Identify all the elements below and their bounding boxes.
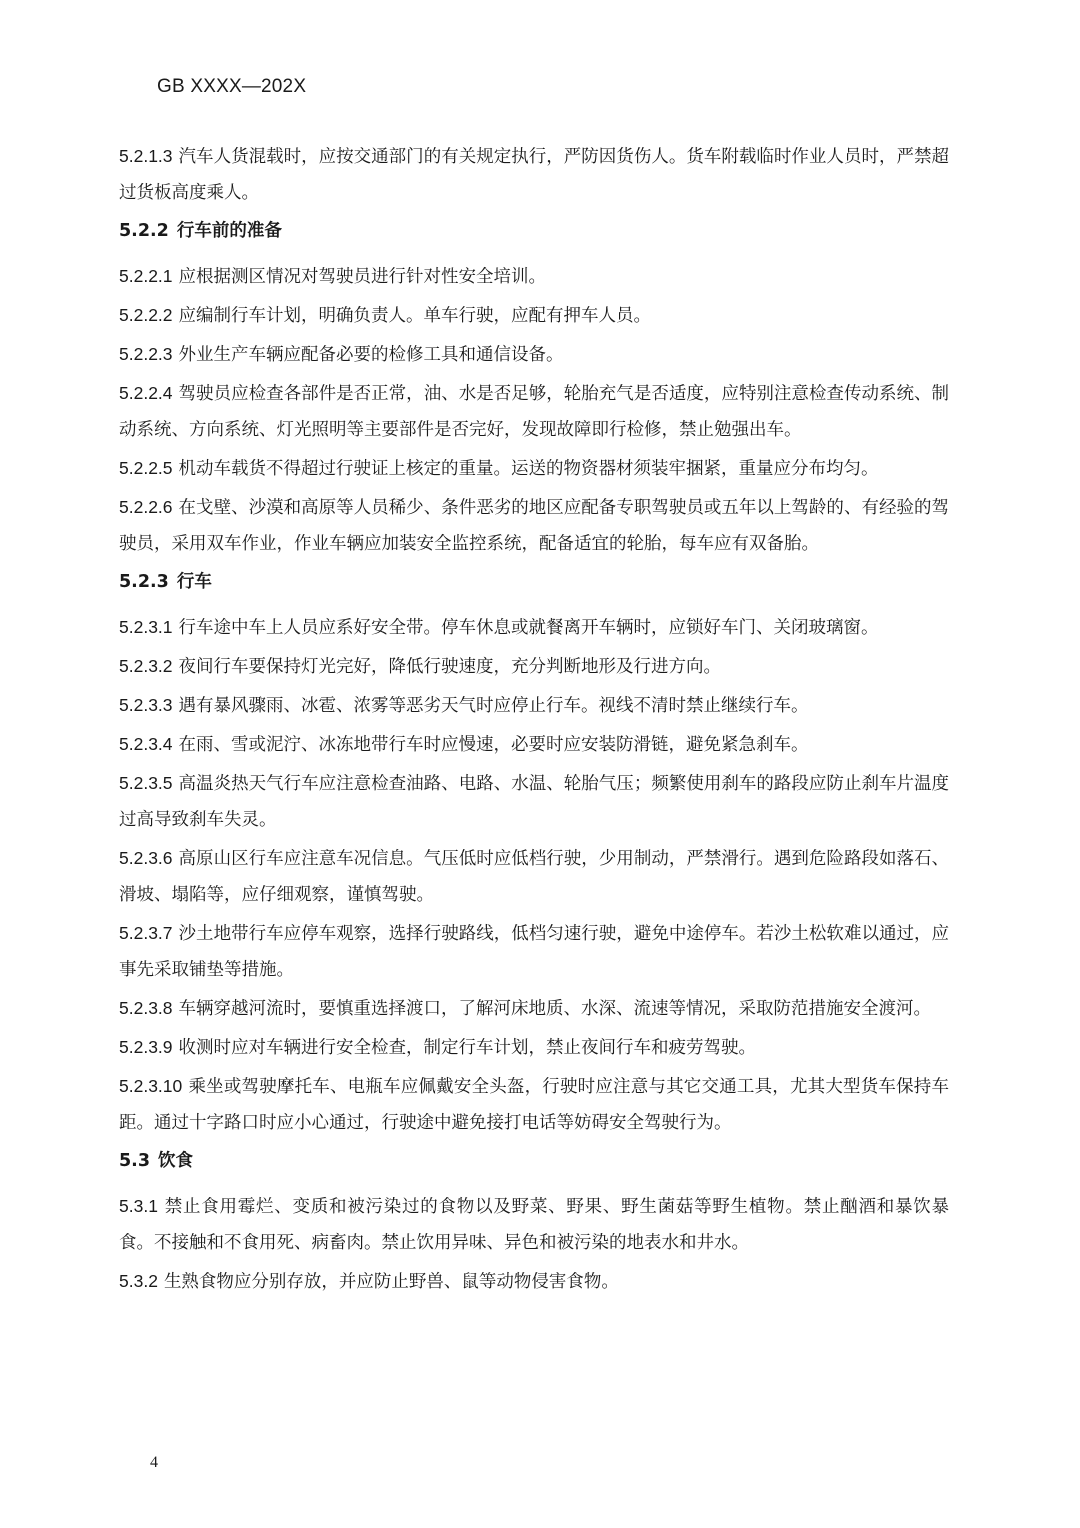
clause-5-2-3-1 xyxy=(119,609,949,646)
clause-text: 驾驶员应检查各部件是否正常，油、水是否足够，轮胎充气是否适度，应特别注意检查传动系统、制动系统、方向系统、灯光照明等主要部件是否完好，发现故障即行检修，禁止勉强出车。 xyxy=(119,384,949,440)
clause-number: 5.3.2 xyxy=(119,1271,158,1291)
clause-text: 沙土地带行车应停车观察，选择行驶路线，低档匀速行驶，避免中途停车。若沙土松软难以通过，应事先采取铺垫等措施。 xyxy=(119,924,949,980)
clause-number: 5.2.2.3 xyxy=(119,344,173,364)
page-header: GB XXXX—202X xyxy=(157,76,307,97)
clause-number: 5.2.2.2 xyxy=(119,305,173,325)
clause-number: 5.2.1.3 xyxy=(119,146,173,166)
clause-5-2-3-6 xyxy=(119,840,949,913)
page-number: 4 xyxy=(150,1454,158,1471)
section-title: 饮食 xyxy=(158,1151,194,1171)
clause-5-2-3-8 xyxy=(119,990,949,1027)
clause-5-2-2-1 xyxy=(119,258,949,295)
clause-number: 5.2.3.3 xyxy=(119,695,173,715)
clause-5-2-2-3 xyxy=(119,336,949,373)
clause-5-2-3-10 xyxy=(119,1068,949,1141)
clause-number: 5.2.2.4 xyxy=(119,383,173,403)
clause-number: 5.2.3.9 xyxy=(119,1037,173,1057)
section-heading-5-3 xyxy=(119,1143,949,1179)
clause-5-2-3-4 xyxy=(119,726,949,763)
clause-5-2-2-4 xyxy=(119,375,949,448)
clause-5-2-3-7 xyxy=(119,915,949,988)
clause-number: 5.3.1 xyxy=(119,1196,158,1216)
clause-text: 生熟食物应分别存放，并应防止野兽、鼠等动物侵害食物。 xyxy=(163,1272,619,1292)
clause-text: 行车途中车上人员应系好安全带。停车休息或就餐离开车辆时，应锁好车门、关闭玻璃窗。 xyxy=(178,618,879,638)
clause-text: 应根据测区情况对驾驶员进行针对性安全培训。 xyxy=(178,267,547,287)
clause-5-2-1-3 xyxy=(119,138,949,211)
clause-number: 5.2.3.6 xyxy=(119,848,173,868)
clause-text: 高温炎热天气行车应注意检查油路、电路、水温、轮胎气压；频繁使用刹车的路段应防止刹车片温度过高导致刹车失灵。 xyxy=(119,774,949,830)
clause-number: 5.2.3.5 xyxy=(119,773,173,793)
clause-5-3-1 xyxy=(119,1188,949,1261)
clause-5-2-3-9 xyxy=(119,1029,949,1066)
section-title: 行车前的准备 xyxy=(176,221,282,241)
clause-5-3-2 xyxy=(119,1263,949,1300)
clause-number: 5.2.3.8 xyxy=(119,998,173,1018)
clause-5-2-3-2 xyxy=(119,648,949,685)
clause-text: 汽车人货混载时，应按交通部门的有关规定执行，严防因货伤人。货车附载临时作业人员时，严禁超过货板高度乘人。 xyxy=(119,147,949,203)
clause-number: 5.2.3.1 xyxy=(119,617,173,637)
clause-text: 夜间行车要保持灯光完好，降低行驶速度，充分判断地形及行进方向。 xyxy=(178,657,722,677)
clause-text: 车辆穿越河流时，要慎重选择渡口，了解河床地质、水深、流速等情况，采取防范措施安全渡河。 xyxy=(178,999,932,1019)
clause-text: 在戈壁、沙漠和高原等人员稀少、条件恶劣的地区应配备专职驾驶员或五年以上驾龄的、有经验的驾驶员，采用双车作业，作业车辆应加装安全监控系统，配备适宜的轮胎，每车应有双备胎。 xyxy=(119,498,949,554)
section-number: 5.3 xyxy=(119,1151,151,1171)
clause-text: 外业生产车辆应配备必要的检修工具和通信设备。 xyxy=(178,345,564,365)
document-body xyxy=(119,138,949,1302)
clause-5-2-2-5 xyxy=(119,450,949,487)
clause-number: 5.2.2.1 xyxy=(119,266,173,286)
clause-text: 收测时应对车辆进行安全检查，制定行车计划，禁止夜间行车和疲劳驾驶。 xyxy=(178,1038,757,1058)
clause-text: 应编制行车计划，明确负责人。单车行驶，应配有押车人员。 xyxy=(178,306,652,326)
clause-number: 5.2.3.2 xyxy=(119,656,173,676)
clause-text: 在雨、雪或泥泞、冰冻地带行车时应慢速，必要时应安装防滑链，避免紧急刹车。 xyxy=(178,735,809,755)
clause-5-2-3-3 xyxy=(119,687,949,724)
clause-5-2-2-6 xyxy=(119,489,949,562)
section-number: 5.2.2 xyxy=(119,221,169,241)
clause-number: 5.2.2.6 xyxy=(119,497,173,517)
section-number: 5.2.3 xyxy=(119,572,169,592)
clause-text: 乘坐或驾驶摩托车、电瓶车应佩戴安全头盔，行驶时应注意与其它交通工具，尤其大型货车保持车距。通过十字路口时应小心通过，行驶途中避免接打电话等妨碍安全驾驶行为。 xyxy=(119,1077,949,1133)
clause-number: 5.2.2.5 xyxy=(119,458,173,478)
clause-text: 高原山区行车应注意车况信息。气压低时应低档行驶，少用制动，严禁滑行。遇到危险路段如落石、滑坡、塌陷等，应仔细观察，谨慎驾驶。 xyxy=(119,849,949,905)
section-heading-5-2-3 xyxy=(119,564,949,600)
clause-text: 机动车载货不得超过行驶证上核定的重量。运送的物资器材须装牢捆紧，重量应分布均匀。 xyxy=(178,459,879,479)
clause-5-2-3-5 xyxy=(119,765,949,838)
clause-5-2-2-2 xyxy=(119,297,949,334)
clause-number: 5.2.3.7 xyxy=(119,923,173,943)
clause-number: 5.2.3.4 xyxy=(119,734,173,754)
clause-text: 遇有暴风骤雨、冰雹、浓雾等恶劣天气时应停止行车。视线不清时禁止继续行车。 xyxy=(178,696,809,716)
clause-number: 5.2.3.10 xyxy=(119,1076,183,1096)
section-heading-5-2-2 xyxy=(119,213,949,249)
section-title: 行车 xyxy=(176,572,212,592)
clause-text: 禁止食用霉烂、变质和被污染过的食物以及野菜、野果、野生菌菇等野生植物。禁止酗酒和暴饮暴食。不接触和不食用死、病畜肉。禁止饮用异味、异色和被污染的地表水和井水。 xyxy=(119,1197,949,1253)
